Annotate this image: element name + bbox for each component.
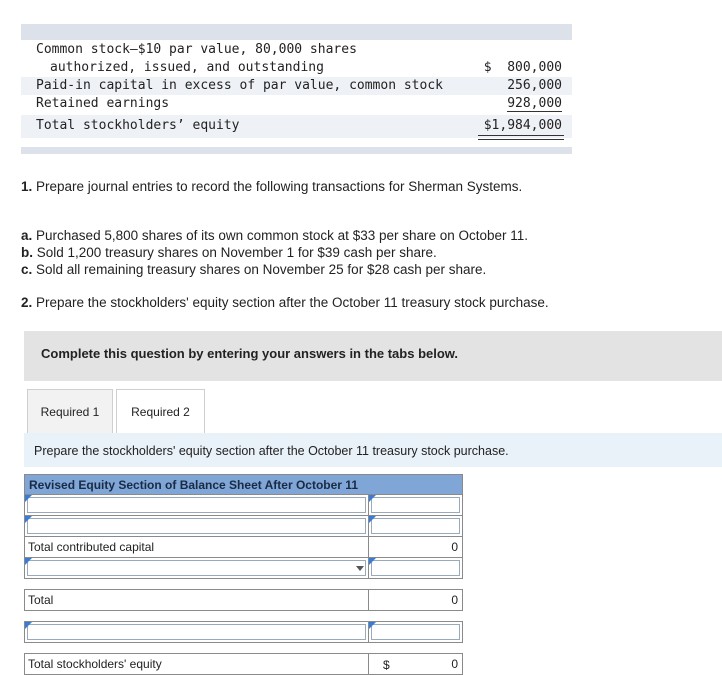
paid-in-capital-label: Paid-in capital in excess of par value, common stock	[36, 78, 443, 93]
paid-in-capital-amount: 256,000	[507, 78, 562, 93]
label-select[interactable]	[27, 560, 366, 576]
equity-section-table	[24, 474, 463, 675]
label-input[interactable]	[27, 624, 366, 640]
total-equity-amount: $1,984,000	[483, 118, 562, 133]
currency-symbol: $	[383, 658, 390, 672]
chevron-down-icon[interactable]	[356, 566, 364, 571]
total-stockholders-equity-label: Total stockholders' equity	[25, 654, 369, 675]
instruction-text: Prepare the stockholders' equity section after the October 11 treasury stock purchase.	[34, 444, 509, 458]
label-input-cell[interactable]	[25, 495, 369, 516]
total-label: Total	[25, 590, 369, 611]
label-input[interactable]	[27, 497, 366, 513]
total-equity-label: Total stockholders’ equity	[36, 118, 240, 133]
amount-input[interactable]	[371, 624, 460, 640]
amount-input[interactable]	[371, 518, 460, 534]
flag-icon	[369, 516, 376, 523]
question-part1: 1. Prepare journal entries to record the following transactions for Sherman Systems.	[21, 179, 523, 194]
table-row	[25, 537, 463, 558]
banner-text: Complete this question by entering your answers in the tabs below.	[41, 346, 459, 361]
label-input-cell[interactable]	[25, 622, 369, 643]
retained-earnings-label: Retained earnings	[36, 96, 170, 111]
total-value: 0	[369, 590, 463, 611]
label-input[interactable]	[27, 518, 366, 534]
double-underline	[478, 135, 564, 140]
amount-input-cell[interactable]	[369, 558, 463, 579]
table-row	[25, 590, 463, 611]
total-stockholders-equity-cell	[369, 654, 463, 675]
table-row	[25, 495, 463, 516]
table-row	[25, 558, 463, 579]
total-contributed-capital-label: Total contributed capital	[25, 537, 369, 558]
flag-icon	[25, 495, 32, 502]
retained-earnings-amount: 928,000	[507, 96, 562, 111]
table-row	[25, 516, 463, 537]
balance-sheet-bottom-bar	[21, 147, 572, 154]
amount-input[interactable]	[371, 560, 460, 576]
question-item-b: b. Sold 1,200 treasury shares on November 1 for $39 cash per share.	[21, 245, 437, 260]
total-contributed-capital-value: 0	[369, 537, 463, 558]
label-input-cell[interactable]	[25, 516, 369, 537]
amount-input-cell[interactable]	[369, 516, 463, 537]
table-row	[25, 622, 463, 643]
table-header: Revised Equity Section of Balance Sheet After October 11	[25, 475, 463, 495]
flag-icon	[369, 622, 376, 629]
common-stock-amount: $ 800,000	[483, 60, 562, 75]
balance-sheet-top-bar	[21, 24, 572, 40]
question-item-a: a. Purchased 5,800 shares of its own common stock at $33 per share on October 11.	[21, 228, 529, 243]
amount-input-cell[interactable]	[369, 495, 463, 516]
tab-required-1[interactable]: Required 1	[27, 389, 113, 433]
flag-icon	[369, 495, 376, 502]
instruction-banner	[24, 331, 722, 381]
amount-input-cell[interactable]	[369, 622, 463, 643]
amount-input[interactable]	[371, 497, 460, 513]
flag-icon	[25, 622, 32, 629]
question-item-c: c. Sold all remaining treasury shares on November 25 for $28 cash per share.	[21, 262, 487, 277]
common-stock-label: Common stock–$10 par value, 80,000 shares	[36, 42, 357, 57]
table-row	[25, 654, 463, 675]
label-select-cell[interactable]	[25, 558, 369, 579]
tab-required-2[interactable]: Required 2	[116, 389, 205, 433]
flag-icon	[25, 558, 32, 565]
instruction-panel	[24, 433, 722, 467]
flag-icon	[369, 558, 376, 565]
question-part2: 2. Prepare the stockholders' equity section after the October 11 treasury stock purchase.	[21, 295, 549, 310]
total-stockholders-equity-value: 0	[451, 657, 458, 671]
common-stock-label-cont: authorized, issued, and outstanding	[50, 60, 324, 75]
flag-icon	[25, 516, 32, 523]
